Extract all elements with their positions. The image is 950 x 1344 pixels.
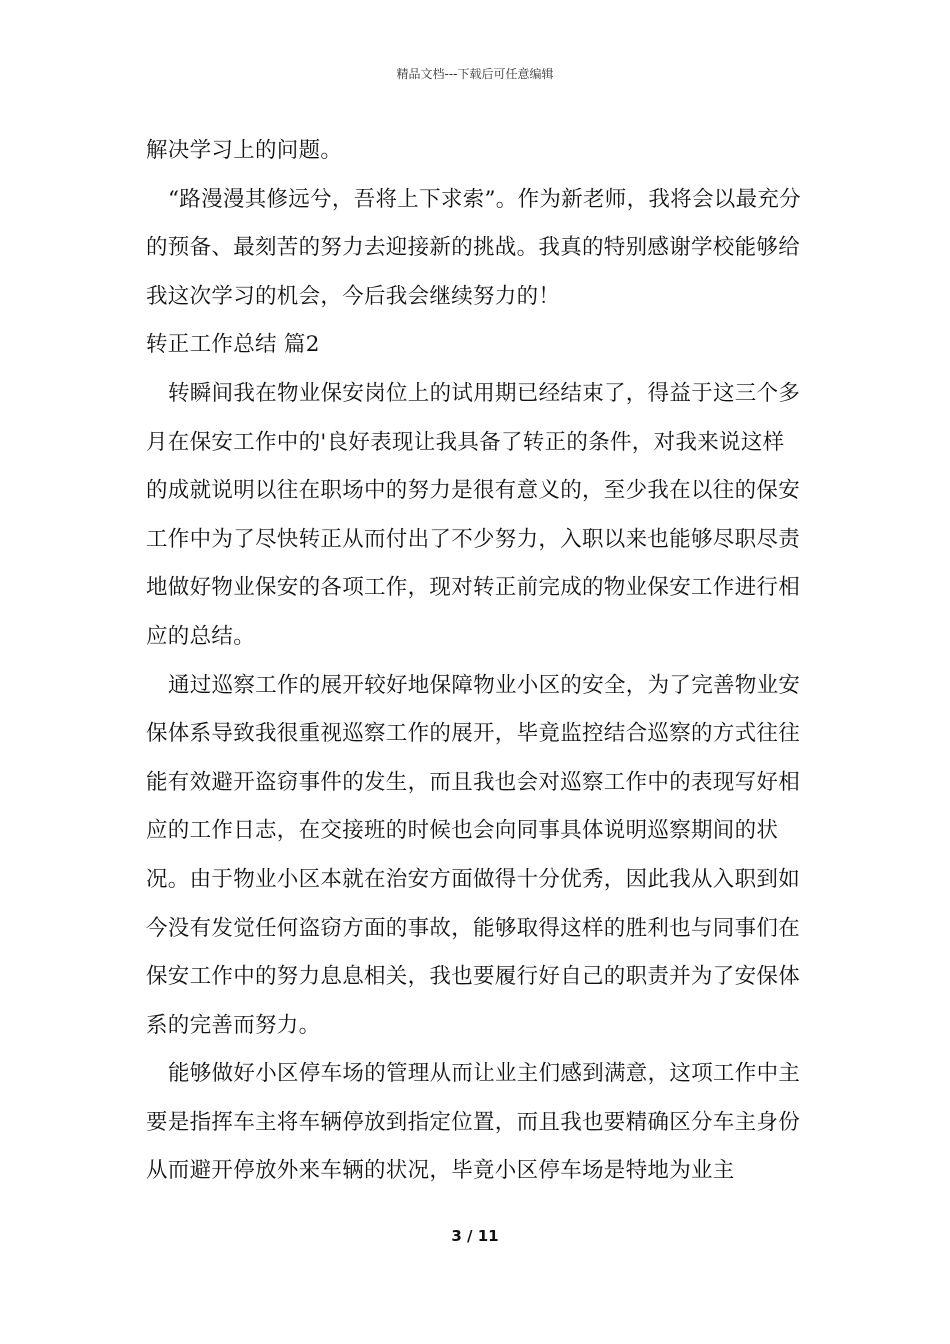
section-heading: 转正工作总结 篇2: [146, 332, 320, 358]
page-header: 精品文档---下载后可任意编辑: [396, 67, 554, 81]
paragraph-continuation: 解决学习上的问题。: [146, 138, 343, 163]
document-body: [146, 127, 806, 1196]
paragraph-patrol-work: 通过巡察工作的展开较好地保障物业小区的安全，为了完善物业安保体系导致我很重视巡察工作的展开，毕竟监控结合巡察的方式往往能有效避开盗窃事件的发生，而且我也会对巡察工作中的表现写好相应的工作日志，在交接班的时候也会向同事具体说明巡察期间的状况。由于物业小区本就在治安方面做得十分优秀，因此我从入职到如今没有发觉任何盗窃方面的事故，能够取得这样的胜利也与同事们在保安工作中的努力息息相关，我也要履行好自己的职责并为了安保体系的完善而努力。: [146, 672, 801, 1038]
page-number: 3 / 11: [451, 1227, 499, 1245]
paragraph-quote: “路漫漫其修远兮，吾将上下求索”。作为新老师，我将会以最充分的预备、最刻苦的努力去迎接新的挑战。我真的特别感谢学校能够给我这次学习的机会，今后我会继续努力的！: [146, 186, 801, 309]
paragraph-probation-intro: 转瞬间我在物业保安岗位上的试用期已经结束了，得益于这三个多月在保安工作中的'良好表现让我具备了转正的条件，对我来说这样的成就说明以往在职场中的努力是很有意义的，至少我在以往的保安工作中为了尽快转正从而付出了不少努力，入职以来也能够尽职尽责地做好物业保安的各项工作，现对转正前完成的物业保安工作进行相应的总结。: [146, 380, 801, 649]
paragraph-parking-management: 能够做好小区停车场的管理从而让业主们感到满意，这项工作中主要是指挥车主将车辆停放到指定位置，而且我也要精确区分车主身份从而避开停放外来车辆的状况，毕竟小区停车场是特地为业主: [146, 1061, 801, 1184]
